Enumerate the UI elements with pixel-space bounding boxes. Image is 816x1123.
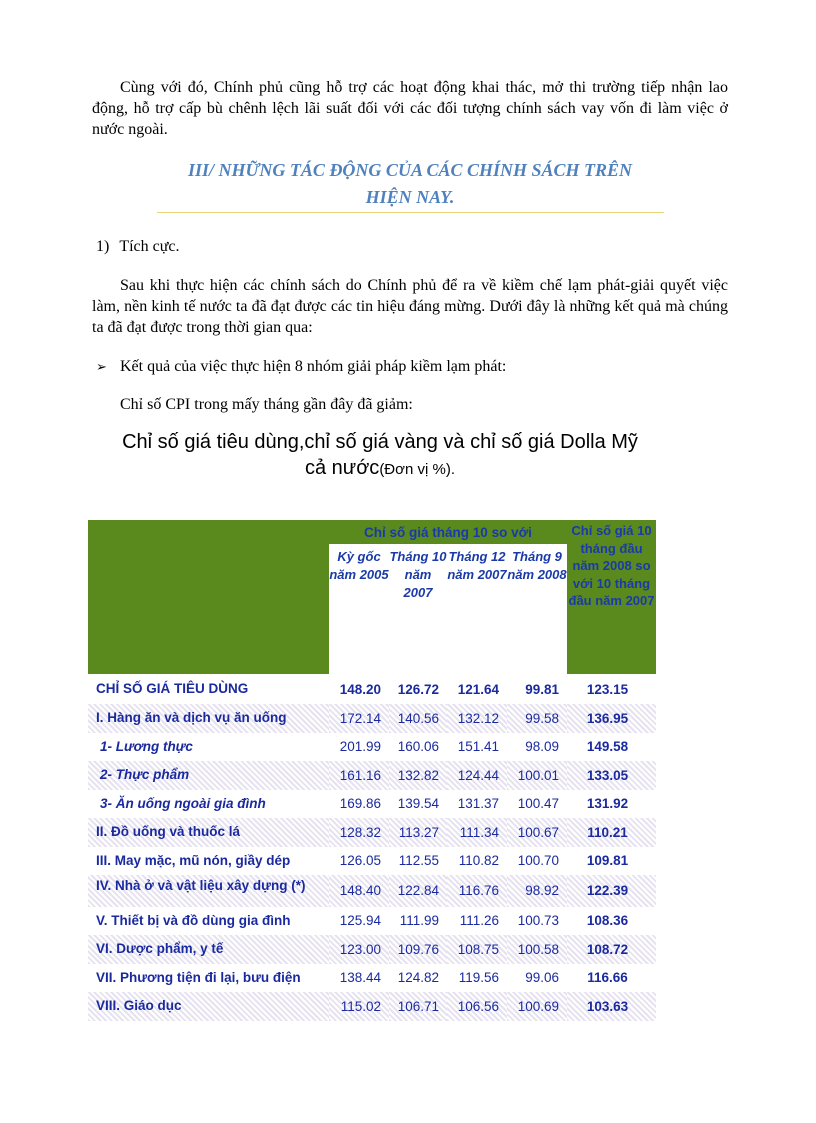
cell-value: 100.58 (507, 935, 567, 964)
table-title-line2: cả nước (305, 457, 380, 479)
row-label: VIII. Giáo dục (88, 992, 329, 1021)
cell-value: 98.09 (525, 739, 559, 755)
table-row (88, 935, 656, 964)
cell-value: 100.47 (517, 796, 559, 812)
cell-value: 126.05 (339, 853, 381, 869)
cell-value: 99.58 (507, 704, 567, 733)
table-subheader: Tháng 12 năm 2007 (447, 544, 507, 674)
row-label: CHỈ SỐ GIÁ TIÊU DÙNG (96, 681, 249, 696)
table-row (88, 674, 656, 704)
cell-value: 116.66 (587, 970, 628, 986)
cell-value: 161.16 (329, 761, 389, 790)
list-item-number: 1) (96, 238, 110, 255)
cell-value: 148.40 (329, 875, 389, 907)
table-row (88, 847, 656, 876)
table-row (88, 704, 656, 733)
cell-value: 100.01 (507, 761, 567, 790)
bullet-item (96, 359, 107, 375)
cell-value: 112.55 (398, 853, 439, 869)
table-row (88, 761, 656, 790)
cell-value: 108.36 (586, 913, 629, 929)
cell-value: 151.41 (457, 739, 499, 755)
section-heading-line2: HIỆN NAY. (365, 187, 455, 207)
table-row (88, 818, 656, 847)
row-label: 1- Lương thực (100, 738, 193, 754)
cell-value: 132.12 (447, 704, 507, 733)
table-subheader: Tháng 10 năm 2007 (389, 544, 447, 674)
table-header-blank (88, 520, 329, 674)
table-row (88, 875, 656, 907)
section-heading (160, 157, 660, 211)
row-label: VII. Phương tiện đi lại, bưu điện (96, 969, 301, 985)
cell-value: 111.34 (447, 818, 507, 847)
row-label: I. Hàng ăn và dịch vụ ăn uống (88, 704, 329, 733)
cell-value: 126.72 (397, 681, 439, 697)
cell-value: 100.67 (507, 818, 567, 847)
cell-value: 123.15 (586, 681, 629, 697)
cell-value: 122.84 (389, 875, 447, 907)
table-header-last: Chỉ số giá 10 tháng đầu năm 2008 so với 10 tháng đầu năm 2007 (567, 520, 656, 674)
cell-value: 132.82 (389, 761, 447, 790)
table-row (88, 964, 656, 993)
cell-value: 172.14 (329, 704, 389, 733)
table-row (88, 733, 656, 762)
row-label: 3- Ăn uống ngoài gia đình (100, 795, 266, 811)
table-row (88, 790, 656, 819)
heading-divider (157, 212, 664, 213)
cell-value: 138.44 (339, 970, 381, 986)
row-label: V. Thiết bị và đồ dùng gia đình (96, 912, 291, 928)
cell-value: 108.72 (567, 935, 656, 964)
table-title-line1: Chỉ số giá tiêu dùng,chỉ số giá vàng và chỉ số giá Dolla Mỹ (122, 431, 638, 453)
results-paragraph: Sau khi thực hiện các chính sách do Chính phủ để ra về kiềm chế lạm phát-giải quyết việc làm, nền kinh tế nước ta đã đạt được các tin hiệu đáng mừng. Dưới đây là những kết quả mà chúng ta đã đạt được trong thời gian qua: (92, 277, 728, 336)
row-label: 2- Thực phẩm (88, 761, 329, 790)
section-heading-line1: III/ NHỮNG TÁC ĐỘNG CỦA CÁC CHÍNH SÁCH TRÊN (187, 160, 633, 180)
intro-paragraph: Cùng với đó, Chính phủ cũng hỗ trợ các hoạt động khai thác, mở thi trường tiếp nhận lao động, hỗ trợ cấp bù chênh lệch lãi suất đối với các đối tượng chính sách vay vốn đi làm việc ở nước ngoài. (92, 79, 728, 138)
table-row (88, 907, 656, 936)
table-group-header: Chỉ số giá tháng 10 so với (329, 520, 567, 544)
list-item-text: Tích cực. (119, 238, 180, 255)
cpi-paragraph: Chỉ số CPI trong mấy tháng gần đây đã giảm: (120, 396, 413, 413)
row-label: VI. Dược phẩm, y tế (88, 935, 329, 964)
cell-value: 121.64 (457, 681, 499, 697)
cell-value: 100.70 (517, 853, 559, 869)
cell-value: 119.56 (458, 970, 499, 986)
cell-value: 123.00 (329, 935, 389, 964)
cell-value: 116.76 (447, 875, 507, 907)
row-label: III. May mặc, mũ nón, giầy dép (96, 852, 291, 868)
table-row (88, 992, 656, 1021)
cell-value: 106.56 (447, 992, 507, 1021)
list-item (96, 238, 180, 256)
table-title (100, 429, 660, 483)
bullet-text: Kết quả của việc thực hiện 8 nhóm giải pháp kiềm lạm phát: (120, 358, 507, 375)
cell-value: 110.82 (458, 853, 499, 869)
cell-value: 160.06 (397, 739, 439, 755)
cell-value: 133.05 (567, 761, 656, 790)
cell-value: 110.21 (567, 818, 656, 847)
cell-value: 111.99 (399, 913, 439, 929)
cell-value: 124.44 (447, 761, 507, 790)
cell-value: 128.32 (329, 818, 389, 847)
table-subheader: Tháng 9 năm 2008 (507, 544, 567, 674)
cell-value: 125.94 (339, 913, 381, 929)
cell-value: 139.54 (397, 796, 439, 812)
cell-value: 149.58 (586, 739, 629, 755)
row-label: IV. Nhà ở và vật liệu xây dựng (*) (88, 875, 329, 907)
cell-value: 100.69 (507, 992, 567, 1021)
cell-value: 100.73 (517, 913, 559, 929)
cell-value: 131.92 (586, 796, 629, 812)
cpi-table (88, 520, 656, 1021)
cell-value: 98.92 (507, 875, 567, 907)
cell-value: 108.75 (447, 935, 507, 964)
cell-value: 109.76 (389, 935, 447, 964)
cell-value: 106.71 (389, 992, 447, 1021)
cell-value: 115.02 (329, 992, 389, 1021)
arrow-bullet-icon: ➢ (96, 359, 107, 374)
cell-value: 124.82 (397, 970, 439, 986)
cell-value: 103.63 (567, 992, 656, 1021)
cell-value: 113.27 (389, 818, 447, 847)
cell-value: 201.99 (339, 739, 381, 755)
cell-value: 111.26 (459, 913, 499, 929)
table-title-unit: (Đơn vị %). (379, 461, 455, 478)
cell-value: 131.37 (457, 796, 499, 812)
cell-value: 99.81 (525, 681, 559, 697)
cell-value: 148.20 (339, 681, 381, 697)
cell-value: 99.06 (525, 970, 559, 986)
cell-value: 169.86 (339, 796, 381, 812)
table-subheader: Kỳ gốc năm 2005 (329, 544, 389, 674)
cell-value: 122.39 (567, 875, 656, 907)
cell-value: 136.95 (567, 704, 656, 733)
row-label: II. Đồ uống và thuốc lá (88, 818, 329, 847)
cell-value: 109.81 (586, 853, 629, 869)
cell-value: 140.56 (389, 704, 447, 733)
